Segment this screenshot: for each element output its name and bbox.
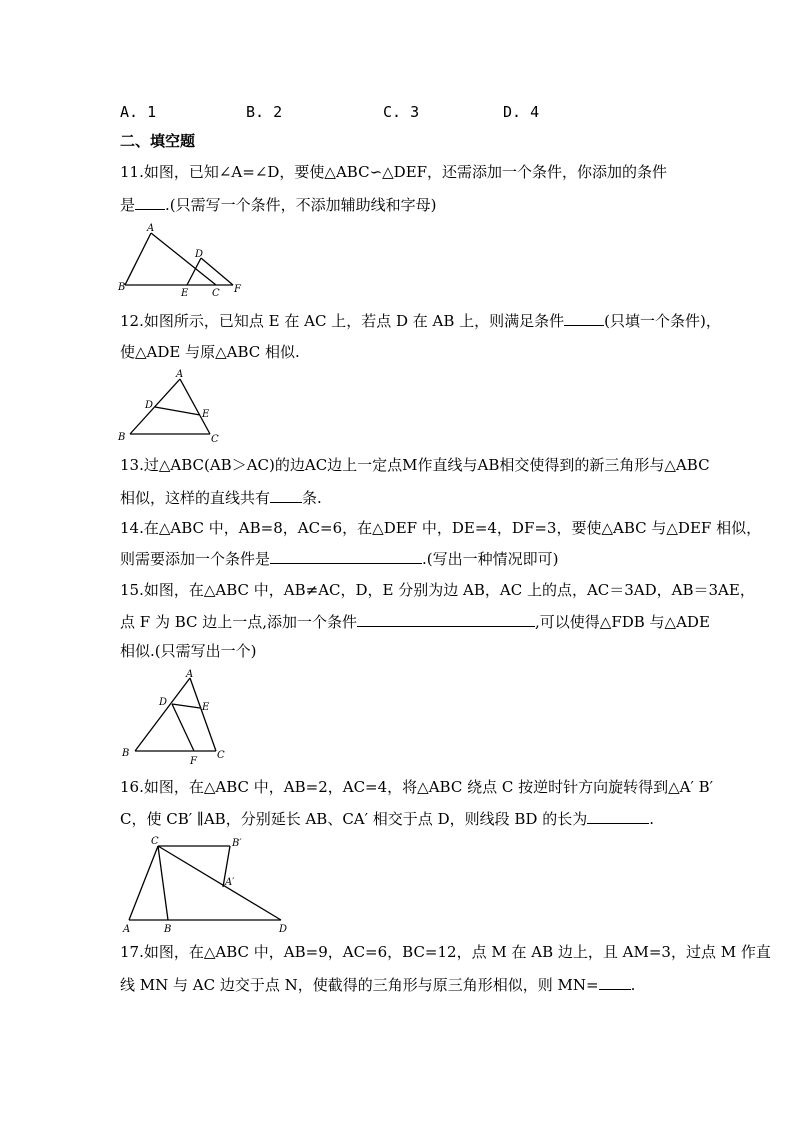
q12-line1 <box>120 310 721 331</box>
q11-label-b: B <box>118 282 126 293</box>
q15-line1: 15.如图，在△ABC 中，AB≠AC，D，E 分别为边 AB，AC 上的点，AC＝3AD，AB＝3AE， <box>120 581 755 599</box>
q11-label-e: E <box>181 288 189 297</box>
q12-line2: 使△ADE 与原△ABC 相似. <box>120 343 300 361</box>
q11-answer-blank <box>135 194 165 210</box>
q15-label-f: F <box>190 756 197 767</box>
q16-label-c: C <box>151 836 159 847</box>
option-c: C. 3 <box>383 103 420 121</box>
q11-label-a: A <box>147 223 155 234</box>
q15-label-d: D <box>159 697 168 708</box>
q11-figure <box>115 222 250 297</box>
q15-label-c: C <box>217 750 225 761</box>
q16-text-a: C，使 CB′ ∥AB，分别延长 AB、CA′ 相交于点 D，则线段 BD 的长为 <box>120 810 588 828</box>
q15-label-e: E <box>202 702 210 713</box>
q15-text-a: 点 F 为 BC 边上一点,添加一个条件 <box>120 613 358 631</box>
q12-figure <box>115 368 225 448</box>
q14-line2 <box>120 548 559 569</box>
q11-label-f: F <box>234 284 241 295</box>
q14-text-a: 则需要添加一个条件是 <box>120 550 271 568</box>
q12-label-d: D <box>145 400 154 411</box>
q16-figure <box>115 832 295 937</box>
option-b: B. 2 <box>246 103 283 121</box>
q15-line2 <box>120 611 710 632</box>
q12-answer-blank <box>564 310 604 326</box>
q17-text-b: . <box>630 976 636 994</box>
option-a: A. 1 <box>120 103 157 121</box>
q16-answer-blank <box>587 808 649 824</box>
q16-line1: 16.如图，在△ABC 中，AB=2，AC=4，将△ABC 绕点 C 按逆时针方向旋转得到△A′ B′ <box>120 778 714 796</box>
q14-line1: 14.在△ABC 中，AB=8，AC=6，在△DEF 中，DE=4，DF=3，要使△ABC 与△DEF 相似， <box>120 519 762 537</box>
q11-label-d: D <box>195 249 204 260</box>
q16-line2 <box>120 808 654 829</box>
q16-text-b: . <box>649 810 654 828</box>
q12-text-b: (只填一个条件)， <box>604 312 721 330</box>
q11-label-c: C <box>212 288 220 297</box>
q12-label-e: E <box>202 409 210 420</box>
q16-label-b-prime: B′ <box>232 838 242 849</box>
q13-answer-blank <box>270 487 302 503</box>
q16-label-b: B <box>164 924 172 935</box>
q17-line1: 17.如图，在△ABC 中，AB=9，AC=6，BC=12，点 M 在 AB 边上，且 AM=3，过点 M 作直 <box>120 943 771 961</box>
q17-line2 <box>120 974 635 995</box>
q16-label-d: D <box>279 924 288 935</box>
q14-text-b: .(写出一种情况即可) <box>422 550 559 568</box>
q15-label-a: A <box>186 669 194 680</box>
section-title: 二、填空题 <box>120 132 196 150</box>
q15-figure <box>115 668 235 768</box>
q17-text-a: 线 MN 与 AC 边交于点 N，使截得的三角形与原三角形相似，则 MN= <box>120 976 599 994</box>
q15-line3: 相似.(只需写出一个) <box>120 642 257 660</box>
q13-text-b: 条. <box>302 489 322 507</box>
q12-label-c: C <box>211 434 219 445</box>
q14-answer-blank <box>270 548 422 564</box>
q11-line1: 11.如图，已知∠A=∠D，要使△ABC∽△DEF，还需添加一个条件，你添加的条件 <box>120 163 668 181</box>
q16-label-a: A <box>123 924 131 935</box>
q17-answer-blank <box>599 974 631 990</box>
q13-line2 <box>120 487 322 508</box>
q11-text-a: 是 <box>120 196 136 214</box>
q16-label-a-prime: A′ <box>225 877 235 888</box>
q12-label-b: B <box>118 432 126 443</box>
q12-label-a: A <box>176 369 184 380</box>
q15-label-b: B <box>122 748 130 759</box>
q15-text-b: ,可以使得△FDB 与△ADE <box>535 613 710 631</box>
option-d: D. 4 <box>503 103 540 121</box>
q11-text-b: .(只需写一个条件，不添加辅助线和字母) <box>165 196 437 214</box>
q12-text-a: 12.如图所示，已知点 E 在 AC 上，若点 D 在 AB 上，则满足条件 <box>120 312 565 330</box>
q11-line2 <box>120 194 437 215</box>
q15-answer-blank <box>357 611 535 627</box>
q13-line1: 13.过△ABC(AB＞AC)的边AC边上一定点M作直线与AB相交使得到的新三角形与△ABC <box>120 456 710 474</box>
q13-text-a: 相似，这样的直线共有 <box>120 489 271 507</box>
